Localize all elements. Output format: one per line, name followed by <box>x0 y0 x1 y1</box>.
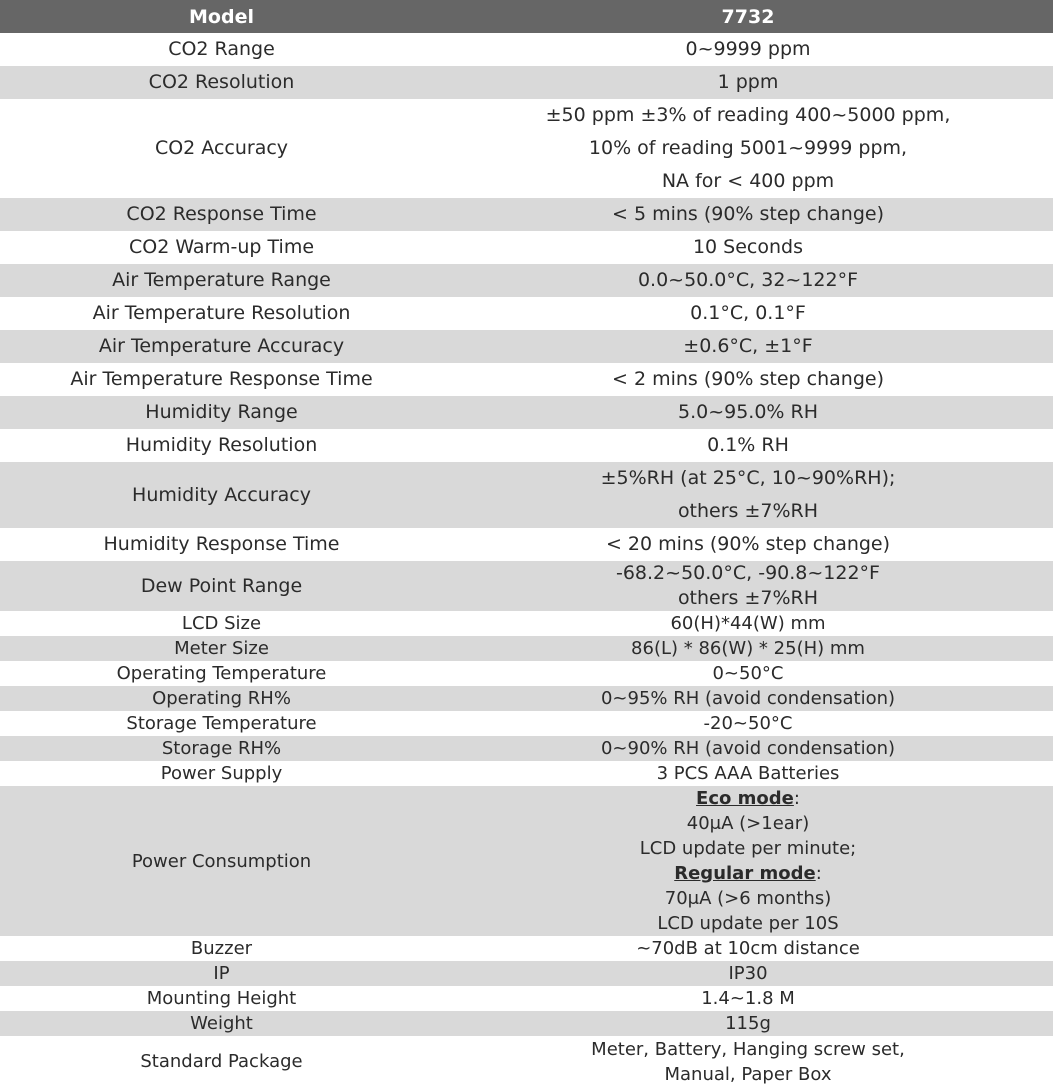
spec-value-line: -20~50°C <box>703 713 793 734</box>
spec-value-line: < 20 mins (90% step change) <box>605 533 891 555</box>
table-row <box>0 33 1053 66</box>
spec-value-line: 60(H)*44(W) mm <box>670 613 826 634</box>
spec-value <box>443 611 1053 636</box>
spec-label: CO2 Accuracy <box>154 137 289 159</box>
table-row <box>0 231 1053 264</box>
spec-label: CO2 Resolution <box>148 71 295 93</box>
regular-mode-update: LCD update per 10S <box>657 913 839 934</box>
spec-label: CO2 Response Time <box>126 203 317 225</box>
spec-value <box>443 686 1053 711</box>
spec-label: Air Temperature Accuracy <box>98 335 345 357</box>
spec-label: Meter Size <box>174 638 269 659</box>
spec-value <box>443 1036 1053 1087</box>
table-row <box>0 99 1053 198</box>
table-row <box>0 786 1053 936</box>
spec-value <box>443 1011 1053 1036</box>
spec-value <box>443 786 1053 936</box>
spec-value-line: 5.0~95.0% RH <box>677 401 819 423</box>
spec-value-line: 86(L) * 86(W) * 25(H) mm <box>631 638 865 659</box>
spec-label: Storage RH% <box>161 738 282 759</box>
spec-value-line: 0~95% RH (avoid condensation) <box>600 688 896 709</box>
spec-value <box>443 961 1053 986</box>
table-row <box>0 636 1053 661</box>
table-row <box>0 661 1053 686</box>
spec-value-line: 0~50°C <box>712 663 784 684</box>
table-row <box>0 986 1053 1011</box>
spec-value-line: 1.4~1.8 M <box>701 988 795 1009</box>
spec-value <box>443 396 1053 429</box>
spec-value-line: 10 Seconds <box>692 236 804 258</box>
spec-value <box>443 231 1053 264</box>
spec-value <box>443 66 1053 99</box>
spec-value-line: Meter, Battery, Hanging screw set, <box>591 1038 905 1060</box>
table-row <box>0 736 1053 761</box>
regular-mode-colon: : <box>815 863 822 884</box>
table-row <box>0 561 1053 611</box>
table-row <box>0 330 1053 363</box>
spec-value-line: ±0.6°C, ±1°F <box>683 335 813 357</box>
header-label-cell: Model <box>189 5 254 28</box>
spec-label: Storage Temperature <box>126 713 317 734</box>
table-row <box>0 528 1053 561</box>
spec-value-line: < 5 mins (90% step change) <box>611 203 884 225</box>
spec-value <box>443 33 1053 66</box>
spec-value-line: 0~90% RH (avoid condensation) <box>600 738 896 759</box>
table-row <box>0 711 1053 736</box>
header-value-cell: 7732 <box>721 5 775 28</box>
spec-label: Air Temperature Range <box>112 269 331 291</box>
spec-value <box>443 711 1053 736</box>
spec-value <box>443 528 1053 561</box>
table-row <box>0 1011 1053 1036</box>
spec-value-line: 115g <box>725 1013 771 1034</box>
spec-value-line: < 2 mins (90% step change) <box>611 368 884 390</box>
spec-value-line: 0.1°C, 0.1°F <box>690 302 806 324</box>
spec-label: Humidity Range <box>145 401 298 423</box>
eco-mode-current: 40μA (>1ear) <box>686 813 810 834</box>
spec-label: CO2 Range <box>168 38 275 60</box>
spec-value <box>443 661 1053 686</box>
table-row <box>0 429 1053 462</box>
spec-label: Power Consumption <box>131 850 312 872</box>
spec-label: Air Temperature Response Time <box>70 368 373 390</box>
spec-value <box>443 429 1053 462</box>
spec-label: Humidity Accuracy <box>132 483 311 506</box>
spec-label: LCD Size <box>181 613 262 634</box>
spec-value <box>443 297 1053 330</box>
spec-label: Standard Package <box>140 1051 303 1072</box>
spec-label: Air Temperature Resolution <box>92 302 351 324</box>
spec-value-line: -68.2~50.0°C, -90.8~122°F <box>615 562 880 584</box>
eco-mode-heading <box>696 786 800 811</box>
regular-mode-title: Regular mode <box>674 863 816 884</box>
table-row <box>0 1036 1053 1087</box>
spec-value-line: others ±7%RH <box>677 587 819 609</box>
table-row <box>0 66 1053 99</box>
spec-value-line: 0.0~50.0°C, 32~122°F <box>637 269 859 291</box>
spec-label: IP <box>213 963 230 984</box>
regular-mode-heading <box>674 861 822 886</box>
spec-value <box>443 462 1053 528</box>
spec-value <box>443 986 1053 1011</box>
spec-value-line: 1 ppm <box>717 71 779 93</box>
eco-mode-title: Eco mode <box>696 788 794 809</box>
spec-label: Dew Point Range <box>140 574 303 597</box>
table-row <box>0 198 1053 231</box>
spec-label: Mounting Height <box>146 988 297 1009</box>
spec-value-line: others ±7%RH <box>677 500 819 522</box>
table-row <box>0 936 1053 961</box>
spec-value-line: IP30 <box>728 963 768 984</box>
spec-value <box>443 330 1053 363</box>
table-row <box>0 264 1053 297</box>
spec-value-line: 3 PCS AAA Batteries <box>656 763 840 784</box>
table-row <box>0 297 1053 330</box>
spec-value <box>443 363 1053 396</box>
spec-value-line: ±50 ppm ±3% of reading 400~5000 ppm, <box>545 104 951 126</box>
spec-label: Humidity Resolution <box>125 434 318 456</box>
spec-value-line: 10% of reading 5001~9999 ppm, <box>588 137 908 159</box>
spec-value-line: ±5%RH (at 25°C, 10~90%RH); <box>600 467 896 489</box>
table-header-row <box>0 0 1053 33</box>
spec-value-line: 0~9999 ppm <box>685 38 811 60</box>
spec-value-line: NA for < 400 ppm <box>661 170 835 192</box>
spec-value <box>443 761 1053 786</box>
spec-label: Weight <box>190 1013 253 1034</box>
spec-label: Buzzer <box>190 938 253 959</box>
spec-value <box>443 264 1053 297</box>
spec-label: Power Supply <box>160 763 283 784</box>
spec-label: Operating RH% <box>152 688 291 709</box>
spec-label: CO2 Warm-up Time <box>128 236 315 258</box>
spec-label: Operating Temperature <box>116 663 327 684</box>
table-row <box>0 961 1053 986</box>
spec-value <box>443 636 1053 661</box>
spec-value <box>443 936 1053 961</box>
table-row <box>0 686 1053 711</box>
spec-value-line: ~70dB at 10cm distance <box>636 938 860 959</box>
spec-value <box>443 198 1053 231</box>
table-row <box>0 396 1053 429</box>
spec-value <box>443 561 1053 611</box>
regular-mode-current: 70μA (>6 months) <box>664 888 832 909</box>
spec-value <box>443 99 1053 198</box>
spec-label: Humidity Response Time <box>103 533 340 555</box>
table-row <box>0 761 1053 786</box>
table-row <box>0 363 1053 396</box>
eco-mode-update: LCD update per minute; <box>639 838 857 859</box>
spec-value-line: Manual, Paper Box <box>664 1063 832 1085</box>
table-row <box>0 462 1053 528</box>
table-row <box>0 611 1053 636</box>
eco-mode-colon: : <box>793 788 800 809</box>
spec-value-line: 0.1% RH <box>707 434 789 456</box>
spec-value <box>443 736 1053 761</box>
